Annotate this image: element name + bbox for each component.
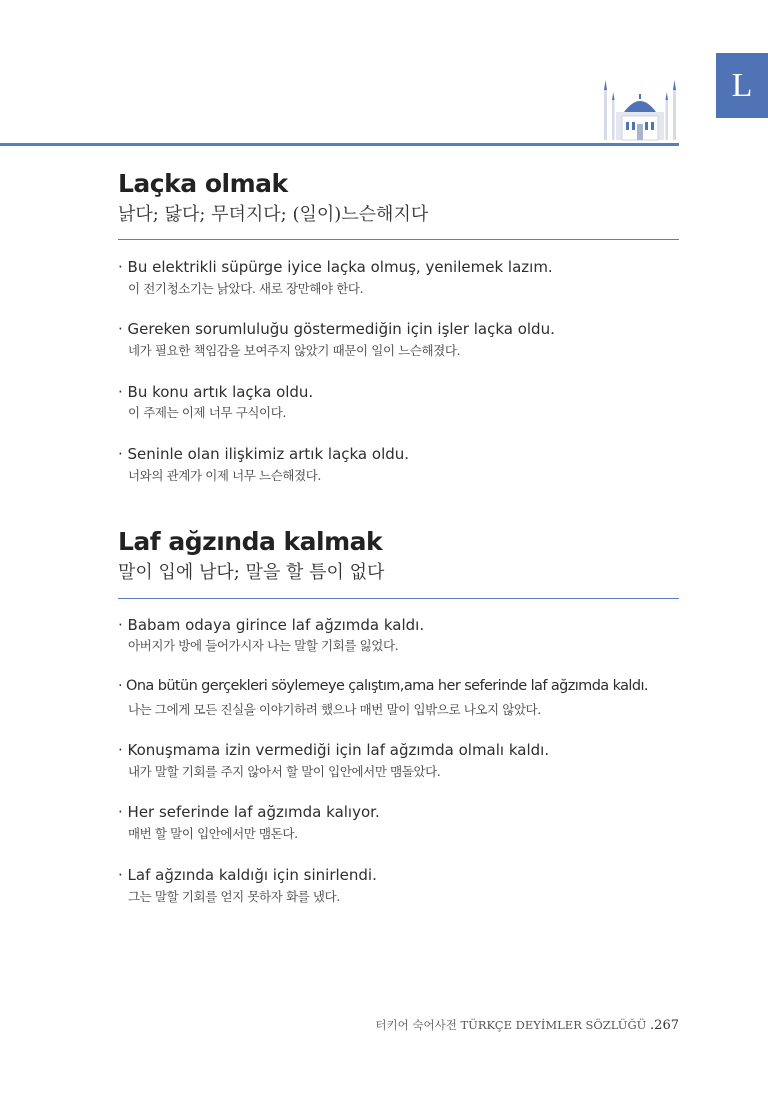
example-turkish: · Bu konu artık laçka oldu. (118, 383, 314, 401)
example-turkish: · Bu elektrikli süpürge iyice laçka olmuş, yenilemek lazım. (118, 258, 553, 276)
example-korean: 너와의 관계가 이제 너무 느슨해졌다. (128, 468, 321, 483)
example-turkish: · Konuşmama izin vermediği için laf ağzımda olmalı kaldı. (118, 741, 550, 759)
example-korean: 이 주제는 이제 너무 구식이다. (128, 405, 286, 420)
page-footer (375, 1017, 679, 1033)
example-korean: 나는 그에게 모든 진실을 이야기하려 했으나 매번 말이 입밖으로 나오지 않았다. (128, 702, 541, 717)
mosque-icon (598, 76, 682, 144)
book-title: 터키어 숙어사전 TÜRKÇE DEYİMLER SÖZLÜĞÜ (375, 1018, 647, 1032)
example-korean: 이 전기청소기는 낡았다. 새로 장만해야 한다. (128, 281, 364, 296)
header-rule (0, 143, 679, 146)
entry-meaning: 낡다; 닳다; 무뎌지다; (일이)느슨해지다 (118, 204, 429, 225)
entry-meaning: 말이 입에 남다; 말을 할 틈이 없다 (118, 562, 385, 583)
example-korean: 아버지가 방에 들어가시자 나는 말할 기회를 잃었다. (128, 638, 399, 653)
entry-title: Laf ağzında kalmak (118, 527, 383, 556)
entry-divider (118, 598, 679, 599)
entry-divider (118, 239, 679, 240)
section-letter-tab: L (716, 53, 768, 118)
example-turkish: · Babam odaya girince laf ağzımda kaldı. (118, 616, 425, 634)
example-turkish: · Ona bütün gerçekleri söylemeye çalıştım,ama her seferinde laf ağzımda kaldı. (118, 678, 648, 694)
example-korean: 매번 할 말이 입안에서만 맴돈다. (128, 826, 298, 841)
example-korean: 네가 필요한 책임감을 보여주지 않았기 때문이 일이 느슨해졌다. (128, 343, 461, 358)
entry-title: Laçka olmak (118, 169, 288, 198)
example-turkish: · Gereken sorumluluğu göstermediğin için işler laçka oldu. (118, 320, 555, 338)
page-number: .267 (650, 1018, 679, 1033)
example-turkish: · Her seferinde laf ağzımda kalıyor. (118, 803, 380, 821)
example-turkish: · Seninle olan ilişkimiz artık laçka oldu. (118, 445, 410, 463)
example-turkish: · Laf ağzında kaldığı için sinirlendi. (118, 866, 377, 884)
example-korean: 그는 말할 기회를 얻지 못하자 화를 냈다. (128, 889, 340, 904)
example-korean: 내가 말할 기회를 주지 않아서 할 말이 입안에서만 맴돌았다. (128, 764, 441, 779)
